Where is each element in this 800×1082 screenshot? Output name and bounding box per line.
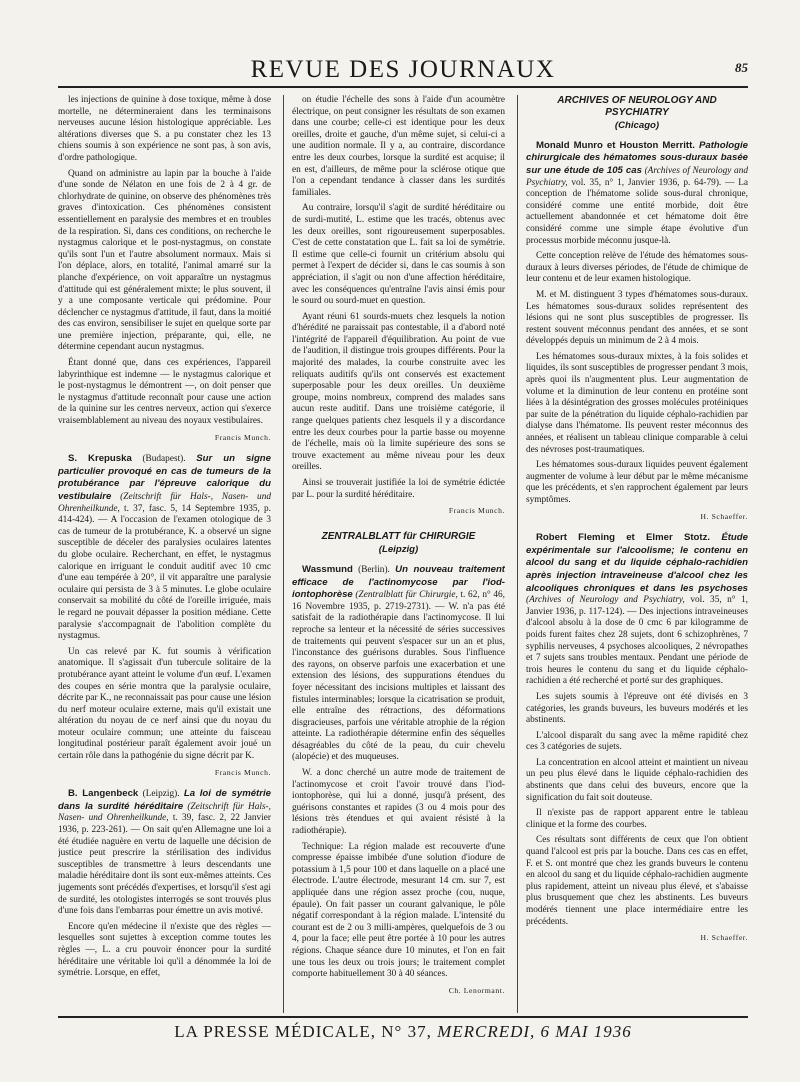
paragraph: Quand on administre au lapin par la bouche à l'aide d'une sonde de Nélaton en une fois de 2 à 4 gr. de chlorhydrate de quinine, on observe des phénomènes très graves d'intoxication. Ces phénomènes consistent essentiellement en paralysie des membres et en troubles de la respiration. Si, dans ces conditions, on recherche le nystagmus calorique et le post-nystagmus, on constate qu'ils sont l'un et l'autre absolument normaux. Mais si l'on déplace, alors, en totalité, l'animal amarré sur la planche d'expérience, on voit apparaître un nystagmus d'attitude qui est généralement mixte; le plus souvent, il y a une composante verticale qui prédomine. Pour déclencher ce nystagmus d'attitude, il faut, dans la moitié des cas environ, sensibiliser le sujet en quelque sorte par une première injection, préparante, qui, elle, ne détermine cependant aucun nystagmus.: [58, 168, 271, 353]
article-body: vol. 35, n° 1, Janvier 1936, p. 64-79). — La conception de l'hématome solide sous-dural chronique, considéré comme une entité morbide, doit être actuellement abandonnée et cet hématome doit être considéré comme une simple étape évolutive d'un processus morbide méconnu jusque-là.: [526, 177, 748, 246]
article-title: La loi de symétrie dans la surdité héréditaire: [58, 788, 271, 812]
paragraph: Ces résultats sont différents de ceux que l'on obtient quand l'alcool est pris par la bouche. Dans ces cas en effet, F. et S. ont montré que chez les grands buveurs le contenu en alcool du sang et du liquide céphalo-rachidien augmente plus rapidement, atteint un niveau plus élevé, et s'abaisse plus brusquement que chez les abstinents. Les buveurs modérés tiennent une place intermédiaire entre les précédents.: [526, 835, 748, 927]
paragraph: Étant donné que, dans ces expériences, l'appareil labyrinthique est indemne — le nystagmus calorique et le post-nystagmus le démontrent —, on doit penser que le nystagmus d'attitude reconnaît pour cause une action de la quinine sur les centres nerveux, action qui s'exerce vraisemblablement au niveau des noyaux vestibulaires.: [58, 358, 271, 427]
journal-title: REVUE DES JOURNAUX: [250, 56, 556, 83]
paragraph: Il n'existe pas de rapport apparent entre le tableau clinique et la forme des courbes.: [526, 808, 748, 830]
article-author: B. Langenbeck: [68, 788, 139, 800]
article-source: (Archives of Neurology and Psychiatry,: [526, 595, 685, 606]
paragraph: Cette conception relève de l'étude des hématomes sous-duraux à leurs diverses périodes, de l'étude de chimique de leur contenu et de leur examen histologique.: [526, 251, 748, 285]
article-author: Wassmund: [302, 563, 353, 575]
paragraph: Un cas relevé par K. fut soumis à vérification anatomique. Il s'agissait d'un tubercule solitaire de la protubérance ayant atteint le volume d'un œuf. L'examen des coupes en série montra que la paralysie oculaire, décrite par K., ne reconnaissait pas pour cause une lésion du nerf moteur oculaire externe, mais qu'il existait une altération du noyau de ce nerf ainsi que du noyau du moteur oculaire commun; une atteinte du faisceau longitudinal postérieur paraît également avoir joué un certain rôle dans la pathogénie du signe décrit par K.: [58, 646, 271, 762]
article-body: t. 39, fasc. 2, 22 Janvier 1936, p. 223-261). — On sait qu'en Allemagne une loi a été étudiée naguère en vertu de laquelle une décision de justice peut prescrire la stérilisation des individus susceptibles de transmettre à leurs descendants une maladie héréditaire dont ils sont eux-mêmes atteints. Ces jugements sont précédés d'expertises, et lorsqu'il s'est agi de surdité, les otologistes interrogés se sont trouvés plus d'une fois dans l'embarras pour émettre un avis motivé.: [58, 813, 271, 917]
footer-date: MERCREDI, 6 MAI 1936: [437, 1022, 632, 1041]
article-source: (Archives of Neurology and Psychiatry,: [526, 165, 748, 188]
author-signature: Francis Munch.: [448, 506, 505, 516]
section-subheading: (Leipzig): [378, 544, 419, 556]
paragraph: M. et M. distinguent 3 types d'hématomes sous-duraux. Les hématomes sous-duraux solides représentent des lésions qui ne sont plus susceptibles de progresser. Ils restent souvent méconnus pendant des années, et se sont développés depuis un minimum de 2 à 4 mois.: [526, 289, 748, 347]
paragraph: Ayant réuni 61 sourds-muets chez lesquels la notion d'hérédité ne paraissait pas contestable, il a d'abord noté l'intégrité de l'appareil d'équilibration. Au point de vue de l'audition, il distingue trois groupes différents. Pour la majorité des malades, la courbe construite avec les reliquats auditifs qu'ils ont conservés est exactement superposable pour les deux oreilles. Un deuxième groupe, moins nombreux, comprend des malades sans aucun reste auditif. Dans une troisième catégorie, il range quelques patients chez lesquels il y a discordance entre les deux courbes pour la partie basse ou moyenne de l'échelle, mais où la limite supérieure des sons se trouve exactement au même niveau pour les deux oreilles.: [292, 311, 505, 473]
column-divider: [517, 95, 518, 1013]
article-source: (Zentralblatt für Chirurgie,: [352, 590, 458, 601]
section-subheading: (Chicago): [614, 120, 660, 132]
article-author: S. Krepuska: [68, 453, 132, 465]
paragraph: on étudie l'échelle des sons à l'aide d'un acoumètre électrique, on peut consigner les résultats de son examen dans une courbe; celle-ci est identique pour les deux oreilles, droite et gauche, d'un même sujet, si celui-ci a une audition normale. Il y a, au contraire, discordance entre les deux courbes, lorsque la surdité est acquise; il en est, d'ailleurs, de même pour la sclérose otique que l'on a cependant tendance à classer dans les surdités familiales.: [292, 95, 505, 198]
article-author: Monald Munro et Houston Merritt.: [536, 139, 695, 151]
page-header: [58, 52, 748, 88]
paragraph: Encore qu'en médecine il n'existe que des règles — lesquelles sont sujettes à exception comme toutes les règles —, L. a cru pouvoir énoncer pour la surdité héréditaire une véritable loi qu'il a dénommée la loi de symétrie. Lorsque, en effet,: [58, 921, 271, 979]
paragraph: La concentration en alcool atteint et maintient un niveau un peu plus élevé dans le liquide céphalo-rachidien des abstinents que dans celui des buveurs, encore que la signification du fait soit douteuse.: [526, 757, 748, 803]
article-krepuska: [58, 453, 271, 643]
column-left: [58, 95, 271, 1013]
article-source: (Zeitschrift für Hals-, Nasen- und Ohrenheilkunde,: [58, 801, 271, 824]
author-signature: H. Schaeffer.: [700, 511, 748, 521]
article-source: (Zeitschrift für Hals-, Nasen- und Ohrenheilkunde,: [58, 492, 271, 514]
section-heading: ARCHIVES OF NEUROLOGY AND PSYCHIATRY: [557, 95, 717, 118]
paragraph: Les sujets soumis à l'épreuve ont été divisés en 3 catégories, les grands buveurs, les buveurs modérés et les abstinents.: [526, 691, 748, 726]
article-place: (Leipzig).: [138, 789, 184, 800]
author-signature: Francis Munch.: [214, 767, 271, 777]
column-right: [526, 95, 748, 1013]
author-signature: Francis Munch.: [214, 432, 271, 442]
article-place: (Budapest).: [131, 454, 197, 465]
page-footer: [58, 1022, 748, 1042]
paragraph: Technique: La région malade est recouverte d'une compresse épaisse imbibée d'une solution d'iodure de potassium à 1,5 pour 100 et dans laquelle on a placé une électrode. L'autre électrode, mesurant 14 cm. sur 7, est appliquée dans une région assez proche (cou, nuque, épaule). On fait passer un courant galvanique, le pôle négatif correspondant à la région malade. L'intensité du courant est de 2 ou 3 milli-ampères, quelquefois de 3 ou 4, pour la face; elle peut être portée à 10 pour les autres régions. Chaque séance dure 10 minutes, et l'on en fait une tous les deux ou trois jours; le traitement complet comporte habituellement 30 à 40 séances.: [292, 841, 505, 980]
article-wassmund: [292, 564, 505, 764]
article-body: vol. 35, n° 1, Janvier 1936, p. 117-124). — Des injections intraveineuses d'alcool absolu à la dose de 0 cmc 6 par kilogramme de poids furent faites chez 28 sujets, dont 6 schizophrènes, 7 syphilis nerveuses, 4 psychoses alcooliques, 2 névropathes et 7 sujets sans troubles mentaux. Pendant une période de trois heures le contenu du sang et du liquide céphalo-rachidien a été recherché et porté sur des graphiques.: [526, 595, 748, 687]
paragraph: W. a donc cherché un autre mode de traitement de l'actinomycose et croit l'avoir trouvé dans l'iod-iontophorèse, qui lui a donné, jusqu'à présent, des guérisons constantes et rapides (3 ou 4 mois pour des lésions très étendues et qui avaient résisté à la radiothérapie).: [292, 768, 505, 837]
footer-publication: LA PRESSE MÉDICALE, N° 37,: [174, 1022, 438, 1041]
article-body: t. 62, n° 46, 16 Novembre 1935, p. 2719-2731). — W. n'a pas été satisfait de la radiothérapie dans l'actinomycose. Il lui reproche sa lenteur et la nécessité de séries successives de traitements qui peuvent s'espacer sur un an et plus, l'inconstance des guérisons durables. Sous l'influence des rayons, on observe parfois une exacerbation et une extension des lésions, des suppurations étendues du foyer nécessitant des incisions multiples et laissant des fistules interminables; lorsque la cicatrisation se produit, elle entraîne des rétractions, des déformations disgracieuses, parfois une véritable atrophie de la région atteinte. La radiothérapie détermine enfin des séquelles désagréables du côté de la peau, du cuir chevelu (alopécie) et des muqueuses.: [292, 590, 505, 763]
article-author: Robert Fleming et Elmer Stotz.: [536, 532, 711, 544]
paragraph: les injections de quinine à dose toxique, même à dose mortelle, ne détermineraient dans les terminaisons nerveuses aucune lésion histologique appréciable. Les altérations diverses que S. a pu constater chez les 13 chiens soumis à son expérience ne sont pas, à son avis, d'ordre pathologique.: [58, 95, 271, 163]
paragraph: Les hématomes sous-duraux liquides peuvent également augmenter de volume à leur début par le même mécanisme que les précédents, et s'en rapprochent également par leurs symptômes.: [526, 460, 748, 505]
paragraph: Au contraire, lorsqu'il s'agit de surdité héréditaire ou de surdi-mutité, L. estime que les tracés, obtenus avec les deux oreilles, sont rigoureusement superposables. C'est de cette constatation que L. fait sa loi de symétrie. Il estime que celle-ci fournit un critérium absolu qui permet à l'expert de décider si, dans le cas soumis à son appréciation, il s'agit ou non d'une affection héréditaire, avec les conséquences qu'entraîne l'avis ainsi émis pour le sourd ou sourd-muet en question.: [292, 203, 505, 307]
article-title: Pathologie chirurgicale des hématomes sous-duraux basée sur une étude de 105 cas: [526, 139, 748, 176]
author-signature: H. Schaeffer.: [700, 933, 748, 943]
article-munro-merritt: [526, 140, 748, 247]
paragraph: Ainsi se trouverait justifiée la loi de symétrie édictée par L. pour la surdité héréditaire.: [292, 478, 505, 500]
footer-rule: [58, 1016, 748, 1018]
article-fleming-stotz: [526, 532, 748, 688]
article-title: Un nouveau traitement efficace de l'actinomycose par l'iod-iontophorèse: [292, 563, 505, 601]
author-signature: Ch. Lenormant.: [448, 985, 505, 995]
article-title: Sur un signe particulier provoqué en cas de tumeurs de la protubérance par l'épreuve calorique du vestibulaire: [58, 453, 271, 502]
page-number: 85: [735, 60, 748, 75]
paragraph: Les hématomes sous-duraux mixtes, à la fois solides et liquides, ils sont susceptibles de progresser pendant 3 mois, après quoi ils n'augmentent plus. Leur augmentation de volume et la diminution de leur contenu en protéine sont liées à la désintégration des grosses molécules protéiniques par suite de la pénétration du liquide céphalo-rachidien par dialyse dans l'hématome. Ils peuvent rester méconnus des années, et réalisent un tableau clinique comparable à celui des névroses post-traumatiques.: [526, 351, 748, 455]
section-heading: ZENTRALBLATT für CHIRURGIE: [321, 530, 476, 542]
column-middle: [292, 95, 505, 1013]
article-title: Étude expérimentale sur l'alcoolisme; le contenu en alcool du sang et du liquide céphalo-rachidien après injection intraveineuse d'alcool chez les alcooliques chroniques et dans les psychoses: [526, 532, 748, 594]
article-place: (Berlin).: [352, 564, 396, 575]
article-body: t. 37, fasc. 5, 14 Septembre 1935, p. 414-424). — A l'occasion de l'examen otologique de 3 cas de tumeur de la protubérance, K. a observé un signe susceptible de déceler des paralysies oculaires latentes du globe oculaire. Recherchant, en effet, le nystagmus calorique en irriguant le conduit auditif avec 10 cmc d'une eau tempérée à 20°, il vit apparaître une paralysie oculaire qui persista de 3 à 5 minutes. Le globe oculaire conservait sa mobilité du côté de l'oreille irriguée, mais le regard ne pouvait dépasser la position médiane. Cette paralysie s'accompagnait de l'abolition complète du nystagmus.: [58, 503, 271, 642]
header-rule: [58, 86, 748, 88]
article-langenbeck: [58, 788, 271, 918]
column-divider: [283, 95, 284, 1013]
paragraph: L'alcool disparaît du sang avec la même rapidité chez ces 3 catégories de sujets.: [526, 730, 748, 753]
